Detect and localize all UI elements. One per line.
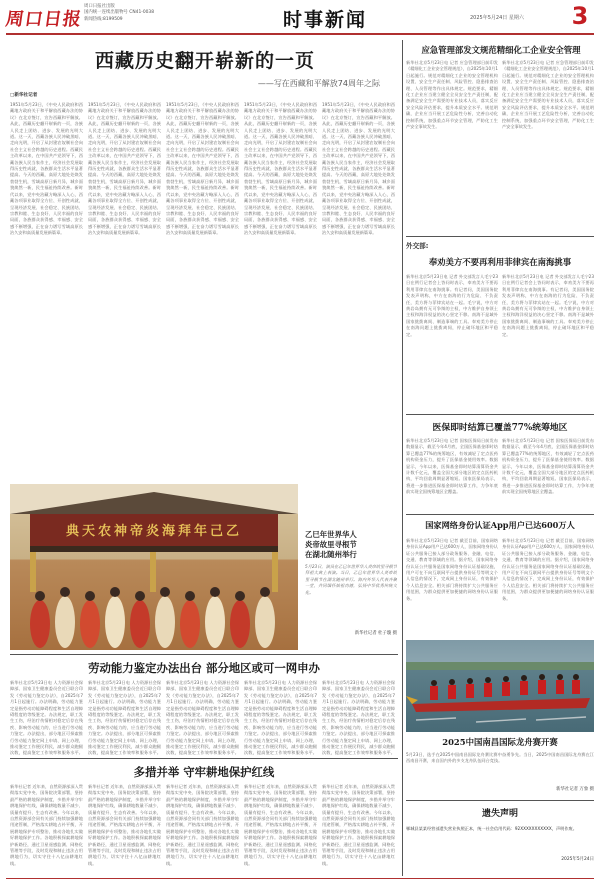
lead-byline: □新华社记者 xyxy=(10,93,38,98)
divider xyxy=(406,514,594,515)
caption-title-line: 在湖北随州举行 xyxy=(305,550,357,559)
masthead-info-line: 新闻热线:8199509 xyxy=(84,16,123,22)
lead-title: 西藏历史翻开崭新的一页 xyxy=(94,50,315,72)
photo-caption xyxy=(305,530,397,650)
masthead-date: 2025年5月24日 星期六 xyxy=(470,15,524,21)
photo-svg xyxy=(10,484,298,650)
lead-col: 1951年5月23日，《中央人民政府和西藏地方政府关于和平解放西藏办法的协议》在北京签订，宣告西藏和平解放。从此，西藏历史翻开崭新的一页，各族人民走上团结、进步、发展的光明大道。这一天，西藏各族人民冲破黑暗、走向光明，开启了从封建农奴制社会向社会主义社会跨越的历史进程。西藏民主改革以来，在中国共产党领导下，西藏各族人民当家作主，经济社会发展取得历史性成就，各族群众生活水平显著提高。今天的西藏，高原大地处处焕发勃勃生机，雪域高原日新月异，城乡面貌焕然一新，民生福祉持续改善。新时代以来，党中央治藏方略深入人心，西藏各项事业取得全方位、开创性成就，呈现经济发展、社会稳定、民族团结、宗教和睦、生态良好、人民幸福的良好局面，各族群众获得感、幸福感、安全感不断增强，正在奋力谱写雪域高原长治久安和高质量发展新篇章。 xyxy=(322,102,395,236)
labor-col: 新华社北京5月23日电 人力资源社会保障部、国家卫生健康委员会近日联合印发《劳动能力鉴定办法》，自2025年7月1日起施行。办法明确，劳动能力鉴定是指劳动功能障碍程度和生活自理障碍程度的等级鉴定。办法规定，职工发生工伤，经治疗伤情相对稳定后存在残疾、影响劳动能力的，应当进行劳动能力鉴定。办法提出，部分地区可探索推行劳动能力鉴定网上申请、网上办理，推动鉴定工作便民利民，减少群众跑腿次数，提高鉴定工作效率和服务水平。 xyxy=(10,680,83,756)
lead-col: 1951年5月23日，《中央人民政府和西藏地方政府关于和平解放西藏办法的协议》在北京签订，宣告西藏和平解放。从此，西藏历史翻开崭新的一页，各族人民走上团结、进步、发展的光明大道。这一天，西藏各族人民冲破黑暗、走向光明，开启了从封建农奴制社会向社会主义社会跨越的历史进程。西藏民主改革以来，在中国共产党领导下，西藏各族人民当家作主，经济社会发展取得历史性成就，各族群众生活水平显著提高。今天的西藏，高原大地处处焕发勃勃生机，雪域高原日新月异，城乡面貌焕然一新，民生福祉持续改善。新时代以来，党中央治藏方略深入人心，西藏各项事业取得全方位、开创性成就，呈现经济发展、社会稳定、民族团结、宗教和睦、生态良好、人民幸福的良好局面，各族群众获得感、幸福感、安全感不断增强，正在奋力谱写雪域高原长治久安和高质量发展新篇章。 xyxy=(88,102,161,236)
caption-credit: 新华社记者 杜子璇 摄 xyxy=(354,631,397,636)
labor-col: 新华社北京5月23日电 人力资源社会保障部、国家卫生健康委员会近日联合印发《劳动能力鉴定办法》，自2025年7月1日起施行。办法明确，劳动能力鉴定是指劳动功能障碍程度和生活自理障碍程度的等级鉴定。办法规定，职工发生工伤，经治疗伤情相对稳定后存在残疾、影响劳动能力的，应当进行劳动能力鉴定。办法提出，部分地区可探索推行劳动能力鉴定网上申请、网上办理，推动鉴定工作便民利民，减少群众跑腿次数，提高鉴定工作效率和服务水平。 xyxy=(244,680,317,756)
lead-subtitle: ——写在西藏和平解放74周年之际 xyxy=(257,79,380,88)
farmland-col: 新华社记者 近年来，自然资源部深入贯彻落实党中央、国务院决策部署，坚持最严格的耕地保护制度，多措并举守牢耕地保护红线，确保耕地数量不减少、质量有提升、生态有改善。今年以来，自然资源部会同有关部门持续加强耕地用途管制，严格落实耕地占补平衡，开展耕地保护专项整治，推动各地扎实做好耕地保护工作。各地积极探索耕地保护新路径，通过卫星遥感监测、网格化管理等手段，及时发现和制止违法占用耕地行为，切实守住十八亿亩耕地红线。 xyxy=(10,784,83,866)
divider xyxy=(406,414,594,415)
caption-title-line: 炎帝故里寻根节 xyxy=(305,540,357,549)
medical-title: 医保即时结算已覆盖77%统筹地区 xyxy=(432,423,568,433)
divider xyxy=(406,236,594,237)
labor-col: 新华社北京5月23日电 人力资源社会保障部、国家卫生健康委员会近日联合印发《劳动能力鉴定办法》，自2025年7月1日起施行。办法明确，劳动能力鉴定是指劳动功能障碍程度和生活自理障碍程度的等级鉴定。办法规定，职工发生工伤，经治疗伤情相对稳定后存在残疾、影响劳动能力的，应当进行劳动能力鉴定。办法提出，部分地区可探索推行劳动能力鉴定网上申请、网上办理，推动鉴定工作便民利民，减少群众跑腿次数，提高鉴定工作效率和服务水平。 xyxy=(322,680,395,756)
supervision-title: 应急管理部发文规范精细化工企业安全管理 xyxy=(421,45,581,55)
notice-title: 遗失声明 xyxy=(481,809,518,819)
masthead xyxy=(0,0,600,34)
farmland-col: 新华社记者 近年来，自然资源部深入贯彻落实党中央、国务院决策部署，坚持最严格的耕地保护制度，多措并举守牢耕地保护红线，确保耕地数量不减少、质量有提升、生态有改善。今年以来，自然资源部会同有关部门持续加强耕地用途管制，严格落实耕地占补平衡，开展耕地保护专项整治，推动各地扎实做好耕地保护工作。各地积极探索耕地保护新路径，通过卫星遥感监测、网格化管理等手段，及时发现和制止违法占用耕地行为，切实守住十八亿亩耕地红线。 xyxy=(166,784,239,866)
notice-date: 2025年5月24日 xyxy=(561,857,594,862)
section-title: 时事新闻 xyxy=(282,9,367,31)
farmland-col: 新华社记者 近年来，自然资源部深入贯彻落实党中央、国务院决策部署，坚持最严格的耕地保护制度，多措并举守牢耕地保护红线，确保耕地数量不减少、质量有提升、生态有改善。今年以来，自然资源部会同有关部门持续加强耕地用途管制，严格落实耕地占补平衡，开展耕地保护专项整治，推动各地扎实做好耕地保护工作。各地积极探索耕地保护新路径，通过卫星遥感监测、网格化管理等手段，及时发现和制止违法占用耕地行为，切实守住十八亿亩耕地红线。 xyxy=(244,784,317,866)
page-number: 3 xyxy=(571,2,589,30)
ceremony-photo xyxy=(10,484,298,650)
app-title: 国家网络身份认证App用户已达600万人 xyxy=(425,520,575,530)
foreign-col: 新华社北京5月23日电 记者 外交部发言人毛宁23日在例行记者会上答问时表示，奉劝美方不要再利用菲律宾在南海挑事。有记者问，美国国务院发表声明称，中方在南海的行为危险、不负责任，美方将与菲律宾站在一起。毛宁说，中方对黄岩岛拥有无可争辩的主权，中方维护自身领土主权和海洋权益的决心坚定不移。南海不是域外国家挑拨离间、制造事端的工具。奉劝美方停止在南海问题上挑拨离间，停止破坏地区和平稳定。 xyxy=(406,274,498,337)
footer-rule xyxy=(6,878,594,879)
foreign-label: 外交部: xyxy=(406,242,429,250)
caption-body: 5月23日，演员在乙巳年世界华人炎帝故里寻根节拜祖大典上表演。当日，乙巳年世界华人炎帝故里寻根节在湖北随州举行。海内外华人代表齐聚一堂，共同缅怀始祖功德，弘扬中华优秀传统文化。 xyxy=(305,564,397,595)
masthead-info-line: 国内统一连续出版物号 CN41-0038 xyxy=(84,10,154,16)
caption-title-line: 乙巳年世界华人 xyxy=(305,530,357,539)
medical-col: 新华社北京5月23日电 记者 国家医保局日前发布数据显示，截至今年4月底，全国医保基金即时结算已覆盖77%的统筹地区，有效减轻了定点医药机构资金压力，提升了医保基金使用效率。数据显示，今年以来，医保基金即时结算清算资金共计数千亿元，覆盖全国大部分地区的定点医药机构，平均回款周期显著缩短。国家医保局表示，将进一步推进医保基金即时结算工作，力争年底前实现全国统筹地区全覆盖。 xyxy=(406,438,498,495)
masthead-rule xyxy=(6,33,594,35)
masthead-logo: 周口日报 xyxy=(4,9,84,30)
column-divider xyxy=(402,40,403,876)
foreign-title: 奉劝美方不要再利用菲律宾在南海挑事 xyxy=(428,257,572,267)
dragon-boat-title: 2025中国南昌国际龙舟赛开赛 xyxy=(442,737,558,747)
app-col: 新华社北京5月23日电 记者 截至目前，国家网络身份认证App用户已达600万人，国家网络身份认证公共服务已接入部分政务服务、金融、电信、交通、教育等领域的应用。据介绍，国家网络身份认证公共服务是国家网络身份认证基础设施，用户可在不向互联网平台提供身份证号等明文个人信息的情况下，完成网上身份认证，有效保护个人信息安全。相关部门将持续扩大公共服务应用范围，为群众提供更加便捷的网络身份认证服务。 xyxy=(502,538,594,601)
lead-col: 1951年5月23日，《中央人民政府和西藏地方政府关于和平解放西藏办法的协议》在北京签订，宣告西藏和平解放。从此，西藏历史翻开崭新的一页，各族人民走上团结、进步、发展的光明大道。这一天，西藏各族人民冲破黑暗、走向光明，开启了从封建农奴制社会向社会主义社会跨越的历史进程。西藏民主改革以来，在中国共产党领导下，西藏各族人民当家作主，经济社会发展取得历史性成就，各族群众生活水平显著提高。今天的西藏，高原大地处处焕发勃勃生机，雪域高原日新月异，城乡面貌焕然一新，民生福祉持续改善。新时代以来，党中央治藏方略深入人心，西藏各项事业取得全方位、开创性成就，呈现经济发展、社会稳定、民族团结、宗教和睦、生态良好、人民幸福的良好局面，各族群众获得感、幸福感、安全感不断增强，正在奋力谱写雪域高原长治久安和高质量发展新篇章。 xyxy=(244,102,317,236)
farmland-title: 多措并举 守牢耕地保护红线 xyxy=(133,765,275,779)
lead-col: 1951年5月23日，《中央人民政府和西藏地方政府关于和平解放西藏办法的协议》在北京签订，宣告西藏和平解放。从此，西藏历史翻开崭新的一页，各族人民走上团结、进步、发展的光明大道。这一天，西藏各族人民冲破黑暗、走向光明，开启了从封建农奴制社会向社会主义社会跨越的历史进程。西藏民主改革以来，在中国共产党领导下，西藏各族人民当家作主，经济社会发展取得历史性成就，各族群众生活水平显著提高。今天的西藏，高原大地处处焕发勃勃生机，雪域高原日新月异，城乡面貌焕然一新，民生福祉持续改善。新时代以来，党中央治藏方略深入人心，西藏各项事业取得全方位、开创性成就，呈现经济发展、社会稳定、民族团结、宗教和睦、生态良好、人民幸福的良好局面，各族群众获得感、幸福感、安全感不断增强，正在奋力谱写雪域高原长治久安和高质量发展新篇章。 xyxy=(166,102,239,236)
masthead-info-line: 周口日报社出版 xyxy=(84,4,115,9)
dragon-boat-svg xyxy=(406,640,594,732)
farmland-col: 新华社记者 近年来，自然资源部深入贯彻落实党中央、国务院决策部署，坚持最严格的耕地保护制度，多措并举守牢耕地保护红线，确保耕地数量不减少、质量有提升、生态有改善。今年以来，自然资源部会同有关部门持续加强耕地用途管制，严格落实耕地占补平衡，开展耕地保护专项整治，推动各地扎实做好耕地保护工作。各地积极探索耕地保护新路径，通过卫星遥感监测、网格化管理等手段，及时发现和制止违法占用耕地行为，切实守住十八亿亩耕地红线。 xyxy=(88,784,161,866)
farmland-col: 新华社记者 近年来，自然资源部深入贯彻落实党中央、国务院决策部署，坚持最严格的耕地保护制度，多措并举守牢耕地保护红线，确保耕地数量不减少、质量有提升、生态有改善。今年以来，自然资源部会同有关部门持续加强耕地用途管制，严格落实耕地占补平衡，开展耕地保护专项整治，推动各地扎实做好耕地保护工作。各地积极探索耕地保护新路径，通过卫星遥感监测、网格化管理等手段，及时发现和制止违法占用耕地行为，切实守住十八亿亩耕地红线。 xyxy=(322,784,395,866)
foreign-col: 新华社北京5月23日电 记者 外交部发言人毛宁23日在例行记者会上答问时表示，奉劝美方不要再利用菲律宾在南海挑事。有记者问，美国国务院发表声明称，中方在南海的行为危险、不负责任，美方将与菲律宾站在一起。毛宁说，中方对黄岩岛拥有无可争辩的主权，中方维护自身领土主权和海洋权益的决心坚定不移。南海不是域外国家挑拨离间、制造事端的工具。奉劝美方停止在南海问题上挑拨离间，停止破坏地区和平稳定。 xyxy=(502,274,594,337)
divider xyxy=(10,758,398,759)
labor-col: 新华社北京5月23日电 人力资源社会保障部、国家卫生健康委员会近日联合印发《劳动能力鉴定办法》，自2025年7月1日起施行。办法明确，劳动能力鉴定是指劳动功能障碍程度和生活自理障碍程度的等级鉴定。办法规定，职工发生工伤，经治疗伤情相对稳定后存在残疾、影响劳动能力的，应当进行劳动能力鉴定。办法提出，部分地区可探索推行劳动能力鉴定网上申请、网上办理，推动鉴定工作便民利民，减少群众跑腿次数，提高鉴定工作效率和服务水平。 xyxy=(88,680,161,756)
labor-title: 劳动能力鉴定办法出台 部分地区或可一网申办 xyxy=(88,661,320,675)
supervision-col: 新华社北京5月23日电 记者 应急管理部日前印发《精细化工企业安全管理规范》，自2025年10月1日起施行。规范对精细化工企业的安全管理机构设置、安全生产责任制、风险管控、隐患排查治理、人员管理等作出具体规定。规范要求，精细化工企业应当建立健全全员安全生产责任制，配备满足安全生产需要的专业技术人员，落实反应安全风险评估要求，提升本质安全水平。规范明确，企业应当开展工艺危险性分析，完善自动化控制系统，加强重点环节安全管理，严防化工生产安全事故发生。 xyxy=(502,60,594,130)
photo-sign: 典天农神帝炎海拜年己乙 xyxy=(65,524,242,539)
labor-col: 新华社北京5月23日电 人力资源社会保障部、国家卫生健康委员会近日联合印发《劳动能力鉴定办法》，自2025年7月1日起施行。办法明确，劳动能力鉴定是指劳动功能障碍程度和生活自理障碍程度的等级鉴定。办法规定，职工发生工伤，经治疗伤情相对稳定后存在残疾、影响劳动能力的，应当进行劳动能力鉴定。办法提出，部分地区可探索推行劳动能力鉴定网上申请、网上办理，推动鉴定工作便民利民，减少群众跑腿次数，提高鉴定工作效率和服务水平。 xyxy=(166,680,239,756)
medical-col: 新华社北京5月23日电 记者 国家医保局日前发布数据显示，截至今年4月底，全国医保基金即时结算已覆盖77%的统筹地区，有效减轻了定点医药机构资金压力，提升了医保基金使用效率。数据显示，今年以来，医保基金即时结算清算资金共计数千亿元，覆盖全国大部分地区的定点医药机构，平均回款周期显著缩短。国家医保局表示，将进一步推进医保基金即时结算工作，力争年底前实现全国统筹地区全覆盖。 xyxy=(502,438,594,495)
masthead-info xyxy=(84,4,260,23)
divider xyxy=(10,654,398,655)
supervision-col: 新华社北京5月23日电 记者 应急管理部日前印发《精细化工企业安全管理规范》，自2025年10月1日起施行。规范对精细化工企业的安全管理机构设置、安全生产责任制、风险管控、隐患排查治理、人员管理等作出具体规定。规范要求，精细化工企业应当建立健全全员安全生产责任制，配备满足安全生产需要的专业技术人员，落实反应安全风险评估要求，提升本质安全水平。规范明确，企业应当开展工艺危险性分析，完善自动化控制系统，加强重点环节安全管理，严防化工生产安全事故发生。 xyxy=(406,60,498,130)
app-col: 新华社北京5月23日电 记者 截至目前，国家网络身份认证App用户已达600万人，国家网络身份认证公共服务已接入部分政务服务、金融、电信、交通、教育等领域的应用。据介绍，国家网络身份认证公共服务是国家网络身份认证基础设施，用户可在不向互联网平台提供身份证号等明文个人信息的情况下，完成网上身份认证，有效保护个人信息安全。相关部门将持续扩大公共服务应用范围，为群众提供更加便捷的网络身份认证服务。 xyxy=(406,538,498,601)
lead-col: 1951年5月23日，《中央人民政府和西藏地方政府关于和平解放西藏办法的协议》在北京签订，宣告西藏和平解放。从此，西藏历史翻开崭新的一页，各族人民走上团结、进步、发展的光明大道。这一天，西藏各族人民冲破黑暗、走向光明，开启了从封建农奴制社会向社会主义社会跨越的历史进程。西藏民主改革以来，在中国共产党领导下，西藏各族人民当家作主，经济社会发展取得历史性成就，各族群众生活水平显著提高。今天的西藏，高原大地处处焕发勃勃生机，雪域高原日新月异，城乡面貌焕然一新，民生福祉持续改善。新时代以来，党中央治藏方略深入人心，西藏各项事业取得全方位、开创性成就，呈现经济发展、社会稳定、民族团结、宗教和睦、生态良好、人民幸福的良好局面，各族群众获得感、幸福感、安全感不断增强，正在奋力谱写雪域高原长治久安和高质量发展新篇章。 xyxy=(10,102,83,236)
divider xyxy=(406,800,594,801)
dragon-boat-caption: 5月23日，选手在2025中国南昌国际龙舟赛比赛中奋勇争先。当日，2025中国南昌国际龙舟赛在江西南昌开赛，来自国内外的多支龙舟队伍同台竞技。 xyxy=(406,752,594,764)
dragon-boat-photo xyxy=(406,640,594,732)
notice-body: 郸城县某某经营部遗失营业执照正本，统一社会信用代码：92XXXXXXXXXXX，声明作废。 xyxy=(406,826,577,831)
dragon-boat-credit: 新华社记者 万象 摄 xyxy=(556,787,594,792)
